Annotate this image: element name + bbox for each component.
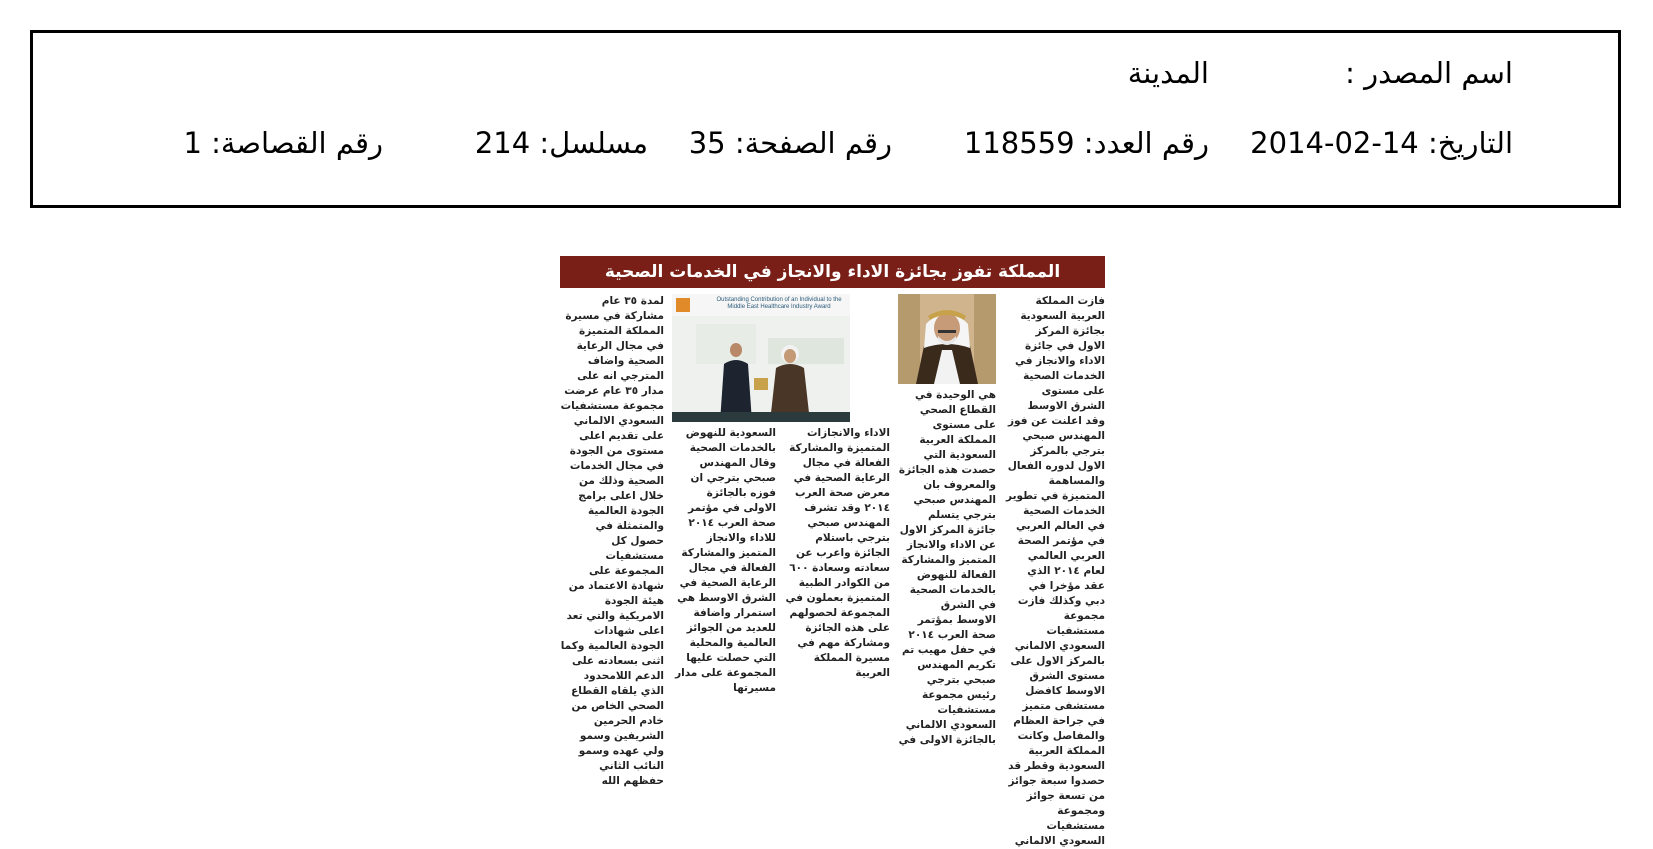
page-number: رقم الصفحة: 35	[688, 126, 892, 160]
clip-number: رقم القصاصة: 1	[183, 126, 383, 160]
article-column-1: فازت المملكة العربية السعودية بجائزة المركز الاول في جائزة الاداء والانجاز في الخدمات الصحية على مستوى الشرق الاوسط وقد اعلنت عن فوز المهندس صبحي بترجي بالمركز الاول لدوره الفعال والمساهمة المتميزة في تطوير الخدمات الصحية في العالم العربي في مؤتمر الصحة العربي العالمي لعام ٢٠١٤ الذي عقد مؤخرا في دبي وكذلك فازت مجموعة مستشفيات السعودي الالماني بالمركز الاول على مستوى الشرق الاوسط كافضل مستشفى متميز في جراحة العظام والمفاصل وكانت المملكة العربية السعودية وقطر قد حصدوا سبعة جوائز من تسعة جوائز ومجموعة مستشفيات السعودي الالماني	[1006, 295, 1105, 847]
metadata-box	[30, 30, 1621, 208]
photo-caption: Outstanding Contribution of an Individual to the Middle East Healthcare Industry Award	[716, 297, 842, 310]
issue-number: رقم العدد: 118559	[963, 126, 1209, 160]
source-value: المدينة	[1127, 56, 1209, 90]
date-field: التاريخ: 14-02-2014	[1250, 126, 1513, 160]
portrait-photo	[898, 294, 996, 384]
source-label: اسم المصدر :	[1345, 56, 1513, 90]
award-ceremony-photo	[672, 294, 850, 422]
newspaper-clipping	[560, 256, 1105, 847]
article-column-2: هي الوحيدة في القطاع الصحي على مستوى المملكة العربية السعودية التي حصدت هذه الجائزة والمعروف بان المهندس صبحي بترجي يتسلم جائزة المركز الاول عن الاداء والانجاز المتميز والمشاركة الفعالة للنهوض بالخدمات الصحية في الشرق الاوسط بمؤتمر صحة العرب ٢٠١٤ في حفل مهيب تم تكريم المهندس صبحي بترجي رئيس مجموعة مستشفيات السعودي الالماني بالجائزة الاولى في	[898, 389, 996, 746]
clipping-headline: المملكة تفوز بجائزة الاداء والانجاز في الخدمات الصحية	[560, 256, 1105, 288]
serial-number: مسلسل: 214	[474, 126, 648, 160]
article-column-4: السعودية للنهوض بالخدمات الصحية وقال المهندس صبحي بترجي ان فوزه بالجائزة الاولى في مؤتمر صحة العرب ٢٠١٤ للاداء والانجاز المتميز والمشاركة الفعالة في مجال الرعاية الصحية في الشرق الاوسط هي استمرار واضافة للعديد من الجوائز العالمية والمحلية التي حصلت عليها المجموعة على مدار مسيرتها	[675, 427, 776, 694]
article-column-3: الاداء والانجازات المتميزة والمشاركة الفعالة في مجال الرعاية الصحية في معرض صحة العرب ٢٠١٤ وقد تشرف المهندس صبحي بترجي باستلام الجائزة واعرب عن سعادته وسعادة ٦٠٠ من الكوادر الطبية المتميزة بعملون في المجموعة لحصولهم على هذه الجائزة ومشاركة مهم في مسيرة المملكة العربية	[785, 427, 890, 679]
article-column-5: لمدة ٣٥ عام مشاركة في مسيرة المملكة المتميزة في مجال الرعاية الصحية واضاف المترجي انه على مدار ٣٥ عام عرضت مجموعة مستشفيات السعودي الالماني على تقديم اعلى مستوى من الجودة في مجال الخدمات الصحية وذلك من خلال اعلى برامج الجودة العالمية والمتمثلة في حصول كل مستشفيات المجموعة على شهادة الاعتماد من هيئة الجودة الامريكية والتي تعد اعلى شهادات الجودة العالمية وكما اثنى بسعادته على الدعم اللامحدود الذي يلقاه القطاع الصحي الخاص من خادم الحرمين الشريفين وسمو ولي عهده وسمو النائب الثاني حفظهم الله	[560, 295, 664, 787]
